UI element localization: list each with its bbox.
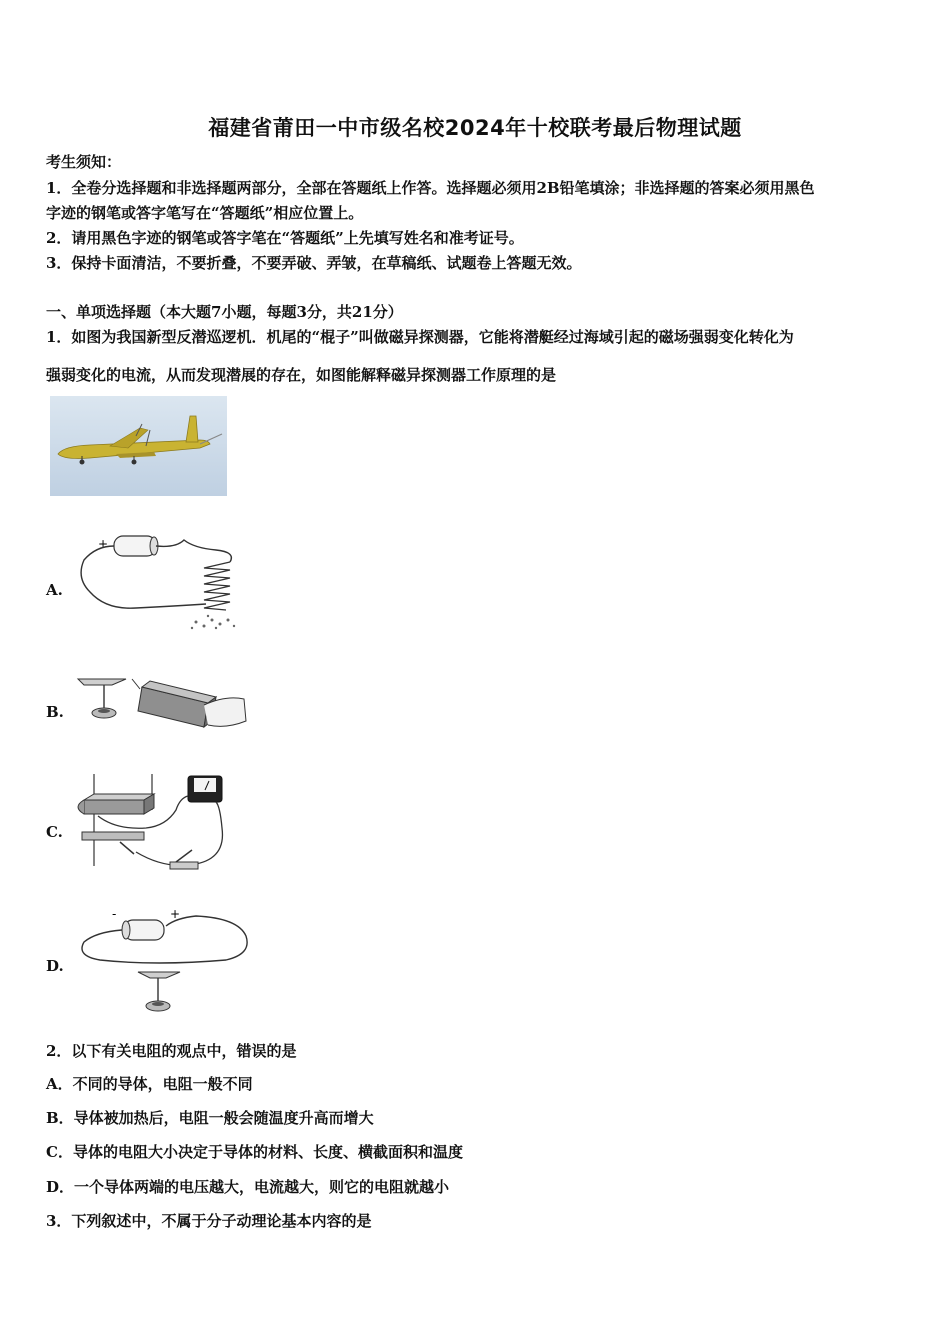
battery-minus-sign: - <box>112 907 117 921</box>
q2-stem: 2．以下有关电阻的观点中，错误的是 <box>46 1042 297 1060</box>
q1-option-a-figure <box>76 530 246 635</box>
q1-option-c-label: C. <box>46 823 63 841</box>
q2-option-d: D．一个导体两端的电压越大，电流越大，则它的电阻就越小 <box>46 1178 450 1196</box>
q1-option-b-figure <box>76 665 251 740</box>
patrol-plane-photo <box>50 396 227 496</box>
q2-option-c: C．导体的电阻大小决定于导体的材料、长度、横截面积和温度 <box>46 1143 463 1161</box>
notice-line-2: 字迹的钢笔或答字笔写在“答题纸”相应位置上。 <box>46 204 364 222</box>
battery-plus-sign: + <box>98 537 109 551</box>
notice-line-4: 3．保持卡面清洁，不要折叠，不要弄破、弄皱，在草稿纸、试题卷上答题无效。 <box>46 254 582 272</box>
q1-option-d-figure <box>76 902 251 1017</box>
q1-stem-line1: 1．如图为我国新型反潜巡逻机．机尾的“棍子”叫做磁异探测器，它能将潜艇经过海域引起的磁场强弱变化转化为 <box>46 328 794 346</box>
q1-option-d-label: D. <box>46 957 64 975</box>
battery-plus-sign-d: + <box>170 907 181 921</box>
section-heading: 一、单项选择题（本大题7小题，每题3分，共21分） <box>46 303 403 321</box>
q1-option-b-label: B. <box>46 703 64 721</box>
notice-line-3: 2．请用黑色字迹的钢笔或答字笔在“答题纸”上先填写姓名和准考证号。 <box>46 229 524 247</box>
q1-option-c-figure <box>76 770 236 875</box>
page-title: 福建省莆田一中市级名校2024年十校联考最后物理试题 <box>208 116 742 140</box>
q2-option-a: A．不同的导体，电阻一般不同 <box>46 1075 253 1093</box>
q1-stem-line2: 强弱变化的电流，从而发现潜展的存在，如图能解释磁异探测器工作原理的是 <box>46 366 557 384</box>
notice-line-1: 1．全卷分选择题和非选择题两部分，全部在答题纸上作答。选择题必须用2B铅笔填涂；非选择题的答案必须用黑色 <box>46 179 815 197</box>
q3-stem: 3．下列叙述中，不属于分子动理论基本内容的是 <box>46 1212 372 1230</box>
notice-heading: 考生须知： <box>46 153 122 171</box>
q2-option-b: B．导体被加热后，电阻一般会随温度升高而增大 <box>46 1109 374 1127</box>
q1-option-a-label: A. <box>46 581 63 599</box>
